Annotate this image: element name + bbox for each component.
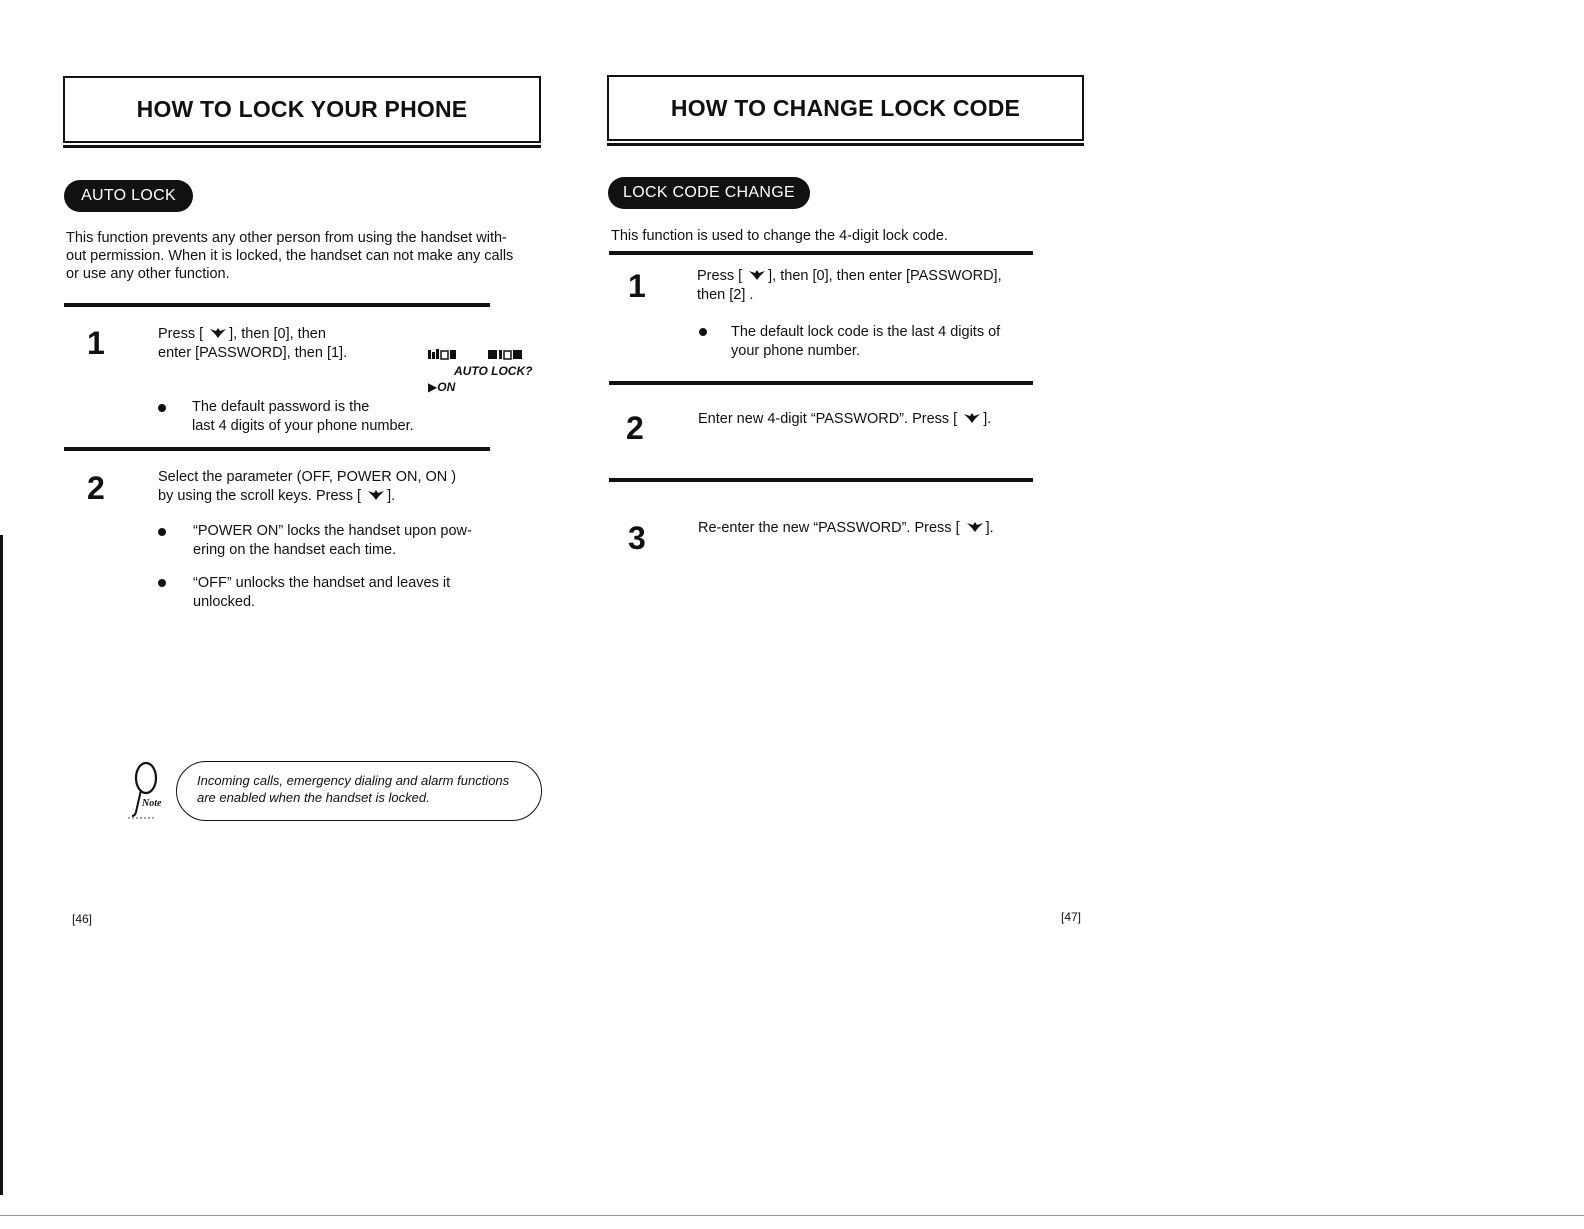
menu-key-icon [966,521,984,533]
note-icon [126,760,172,822]
step-divider [609,251,1033,255]
title-text: HOW TO LOCK YOUR PHONE [136,96,468,122]
page-number-right: [47] [1061,910,1082,924]
section-pill-auto-lock: AUTO LOCK [64,180,193,212]
intro-paragraph: This function is used to change the 4-digit lock code. [611,228,948,244]
menu-key-icon [748,269,766,281]
intro-paragraph: This function prevents any other person from using the handset with- out permission. When it is locked, the handset can not make any calls or use any other function. [66,230,514,282]
binding-line [0,535,3,1195]
note-icon-label: Note [142,798,162,809]
title-text: HOW TO CHANGE LOCK CODE [670,94,1021,121]
lcd-line-auto-lock: AUTO LOCK? [454,364,533,378]
lcd-line-on: ▶ON [428,380,456,394]
step-text: Press [ ], then [0], then enter [PASSWORD], then [2] . [697,268,1002,303]
bullet-dot [699,328,707,336]
page-number-left: [46] [72,912,93,926]
step-number: 2 [87,470,105,506]
menu-key-icon [963,412,981,424]
step-text: Select the parameter (OFF, POWER ON, ON ) by using the scroll keys. Press [ ]. [158,469,457,504]
bullet-text: The default lock code is the last 4 digits of your phone number. [731,324,1001,359]
step-text: Enter new 4-digit “PASSWORD”. Press [ ]. [698,411,992,427]
bullet-dot [158,579,166,587]
step-divider [609,478,1033,482]
menu-key-icon [209,327,227,339]
bullet-text: The default password is the last 4 digits of your phone number. [192,399,414,434]
bullet-text: “POWER ON” locks the handset upon pow- ering on the handset each time. [193,523,472,558]
bullet-dot [158,528,166,536]
step-number: 1 [628,268,646,304]
status-bar-icons [428,347,538,361]
bottom-edge-line [0,1215,1584,1216]
step-divider [64,303,490,307]
page-title-left [63,76,541,143]
step-text: Re-enter the new “PASSWORD”. Press [ ]. [698,520,994,536]
step-divider [609,381,1033,385]
step-divider [64,447,490,451]
step-number: 3 [628,520,646,556]
bullet-text: “OFF” unlocks the handset and leaves it unlocked. [193,575,451,610]
section-pill-lock-code-change: LOCK CODE CHANGE [608,177,810,209]
menu-key-icon [367,489,385,501]
note-text: Incoming calls, emergency dialing and alarm functions are enabled when the handset is locked. [197,773,510,805]
step-number: 1 [87,325,105,361]
page-title-right [607,75,1084,141]
bullet-dot [158,404,166,412]
step-number: 2 [626,410,644,446]
step-text: Press [ ], then [0], then enter [PASSWORD], then [1]. [158,326,348,361]
